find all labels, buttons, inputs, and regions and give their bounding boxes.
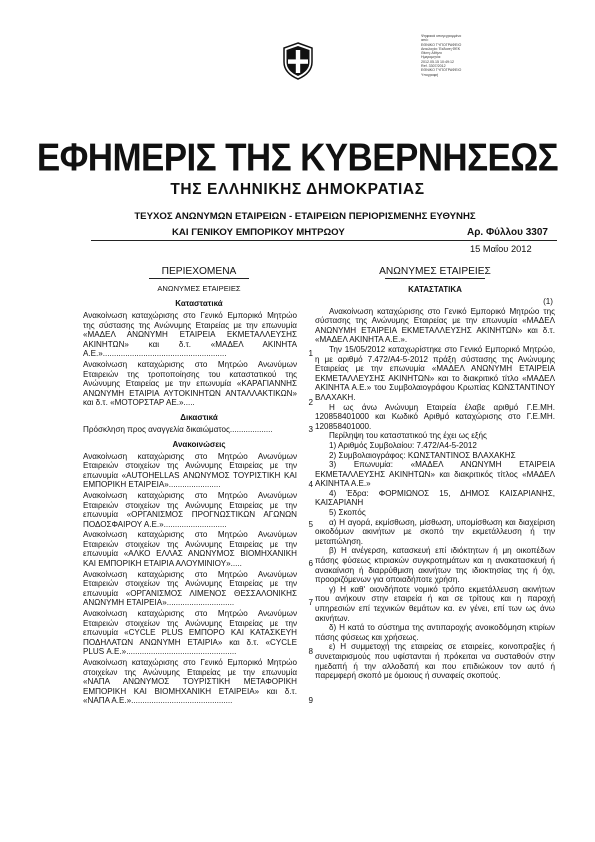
article-number: (1)	[543, 297, 553, 306]
article-paragraph: γ) Η καθ' οιονδήποτε νομικό τρόπο εκμετάλλευση ακινήτων που ανήκουν στην εταιρεία ή και σε τρίτους και η παροχή υπηρεσιών επί τεχνικών θεμάτων κα. εν γένει, επί των ως άνω ακινήτων.	[315, 584, 555, 623]
category-announcements: Ανακοινώσεις	[172, 439, 226, 449]
entry-text: Ανακοίνωση καταχώρισης στο Μητρώο Ανωνύμων Εταιρειών στοιχείων της Ανώνυμης Εταιρείας με την επωνυμία «CYCLE PLUS ΕΜΠΟΡΟ ΚΑΙ ΚΑΤΑΣΚΕΥΗ ΠΟΔΗΛΑΤΩΝ ΑΝΩΝΥΜΗ ΕΤΑΙΡΙΑ» και δ.τ. «CYCLE PLUS Α.Ε.».................................................	[83, 609, 297, 657]
gazette-subhead: ΤΗΣ ΕΛΛΗΝΙΚΗΣ ΔΗΜΟΚΡΑΤΙΑΣ	[170, 181, 425, 198]
entry-page: 4	[308, 480, 313, 490]
stamp-line: 2012.05.15 10:49:12	[421, 59, 454, 64]
article-paragraph: Την 15/05/2012 καταχωρίστηκε στο Γενικό Εμπορικό Μητρώο, η με αριθμό 7.472/Α4-5-2012 πράξη σύστασης της Ανώνυμης Εταιρείας με την επωνυμία «ΜΑΔΕΛ ΑΝΩΝΥΜΗ ΕΤΑΙΡΕΙΑ ΕΚΜΕΤΑΛΛΕΥΣΗΣ ΑΚΙΝΗΤΩΝ» και το διακριτικό τίτλο «ΜΑΔΕΛ ΑΚΙΝΗΤΑ Α.Ε.» του Συμβολαιογράφου Κρωπίας ΚΩΝΣΤΑΝΤΙΝΟΥ ΒΛΑΧΑΚΗ.	[315, 344, 555, 402]
stamp-line: Υπογραφή	[421, 72, 439, 77]
article-title: Ανακοίνωση καταχώρισης στο Γενικό Εμπορικό Μητρώο της σύστασης της Ανώνυμης Εταιρείας με την επωνυμία «ΜΑΔΕΛ ΑΝΩΝΥΜΗ ΕΤΑΙΡΕΙΑ ΕΚΜΕΤΑΛΛΕΥΣΗΣ ΑΚΙΝΗΤΩΝ» και δ.τ. «ΜΑΔΕΛ ΑΚΙΝΗΤΑ Α.Ε.».	[315, 306, 555, 345]
article-heading: ΑΝΩΝΥΜΕΣ ΕΤΑΙΡΕΙΕΣ	[379, 266, 491, 277]
article-paragraph: 4) Έδρα: ΦΟΡΜΙΩΝΟΣ 15, ΔΗΜΟΣ ΚΑΙΣΑΡΙΑΝΗΣ, ΚΑΙΣΑΡΙΑΝΗ	[315, 488, 555, 508]
article-paragraph: α) Η αγορά, εκμίσθωση, μίσθωση, υπομίσθωση και διαχείριση οικοδόμων ακινήτων με σκοπό την εκμετάλλευση ή την μεταπώληση.	[315, 517, 555, 546]
contents-heading: ΠΕΡΙΕΧΟΜΕΝΑ	[161, 266, 237, 277]
stamp-line: από:	[421, 38, 429, 43]
sheet-number: Αρ. Φύλλου 3307	[467, 227, 548, 238]
entry-text: Ανακοίνωση καταχώρισης στο Μητρώο Ανωνύμων Εταιρειών στοιχείων της Ανώνυμης Εταιρείας με την επωνυμία «ΟΡΓΑΝΙΣΜΟΣ ΠΡΟΓΝΩΣΤΙΚΩΝ ΑΓΩΝΩΝ ΠΟΔΟΣΦΑΙΡΟΥ Α.Ε.»............................	[83, 490, 297, 529]
entry-text: Ανακοίνωση καταχώρισης στο Μητρώο Ανωνύμων Εταιρειών της τροποποίησης του καταστατικού της Ανώνυμης Εταιρείας με την επωνυμία «ΚΑΡΑΓΙΑΝΝΗΣ ΑΝΩΝΥΜΗ ΕΤΑΙΡΙΑ ΑΥΤΟΚΙΝΗΤΩΝ ΑΝΤΑΛΛΑΚΤΙΚΩΝ» και δ.τ. «ΜΟΤΟΡΣΤΑΡ ΑΕ.».....	[83, 359, 297, 408]
stamp-line: Θέση: Αθήνα	[421, 51, 442, 56]
contents-section-title: ΑΝΩΝΥΜΕΣ ΕΤΑΙΡΕΙΕΣ	[157, 284, 241, 293]
stamp-line: ΕΘΝΙΚΟ ΤΥΠΟΓΡΑΦΕΙΟ	[421, 68, 462, 73]
entry-page: 3	[308, 424, 313, 434]
contents-column	[83, 266, 315, 707]
contents-entry[interactable]	[83, 658, 315, 706]
header-divider	[91, 240, 557, 241]
stamp-line: ΕΘΝΙΚΟ ΤΥΠΟΓΡΑΦΕΙΟ	[421, 42, 462, 47]
contents-entry[interactable]	[83, 452, 315, 490]
contents-entry[interactable]	[83, 360, 315, 408]
contents-entry[interactable]	[83, 311, 315, 359]
article-paragraph: Περίληψη του καταστατικού της έχει ως εξής	[329, 431, 487, 441]
article-subheading: ΚΑΤΑΣΤΑΤΙΚΑ	[408, 285, 462, 294]
article-paragraph: ε) Η συμμετοχή της εταιρείας σε εταιρείες, κοινοπραξίες ή συνεταιρισμούς που υφίστανται ή πρόκειται να συσταθούν στην ημεδαπή ή την αλλοδαπή και που επιδιώκουν τον αυτό ή παρεμφερή σκοπό με όμοιους ή συναφείς σκοπούς.	[315, 642, 555, 681]
contents-heading-rule	[149, 278, 249, 279]
digital-signature-stamp	[421, 34, 481, 77]
article-paragraph: 2) Συμβολαιογράφος: ΚΩΝΣΤΑΝΤΙΝΟΣ ΒΛΑΧΑΚΗΣ	[329, 450, 516, 460]
issue-registry: ΚΑΙ ΓΕΝΙΚΟΥ ΕΜΠΟΡΙΚΟΥ ΜΗΤΡΩΟΥ	[172, 227, 345, 238]
contents-entry[interactable]	[83, 491, 315, 529]
entry-page: 6	[308, 559, 313, 569]
entry-text: Ανακοίνωση καταχώρισης στο Μητρώο Ανωνύμων Εταιρειών στοιχείων της Ανώνυμης Εταιρείας με την επωνυμία «AUTOHELLAS ΑΝΩΝΥΜΟΣ ΤΟΥΡΙΣΤΙΚΗ ΚΑΙ ΕΜΠΟΡΙΚΗ ΕΤΑΙΡΕΙΑ».......................	[83, 451, 297, 490]
entry-page: 2	[308, 398, 313, 408]
article-paragraph: 5) Σκοπός	[329, 508, 366, 518]
contents-entry[interactable]	[83, 530, 315, 568]
entry-text: Ανακοίνωση καταχώρισης στο Μητρώο Ανωνύμων Εταιρειών στοιχείων της Ανώνυμης Εταιρείας με την επωνυμία «ΟΡΓΑΝΙΣΜΟΣ ΛΙΜΕΝΟΣ ΘΕΣΣΑΛΟΝΙΚΗΣ ΑΝΩΝΥΜΗ ΕΤΑΙΡΕΙΑ»..............................	[83, 569, 297, 608]
greek-coat-of-arms-icon	[279, 42, 317, 80]
contents-entry[interactable]	[83, 609, 315, 657]
entry-page: 8	[308, 647, 313, 657]
category-judicial: Δικαστικά	[180, 412, 218, 422]
article-paragraph: Η ως άνω Ανώνυμη Εταιρεία έλαβε αριθμό Γ.Ε.ΜΗ. 120858401000 και Κωδικό Αριθμό καταχώρισης στο Γ.Ε.ΜΗ. 120858401000.	[315, 402, 555, 431]
stamp-line: Ημερομηνία:	[421, 55, 442, 60]
entry-page: 7	[308, 598, 313, 608]
article-paragraph: 1) Αριθμός Συμβολαίου: 7.472/Α4-5-2012	[329, 440, 477, 450]
entry-page: 9	[308, 696, 313, 706]
contents-entry[interactable]	[83, 570, 315, 608]
issue-series: ΤΕΥΧΟΣ ΑΝΩΝΥΜΩΝ ΕΤΑΙΡΕΙΩΝ - ΕΤΑΙΡΕΙΩΝ ΠΕΡΙΟΡΙΣΜΕΝΗΣ ΕΥΘΥΝΗΣ	[134, 211, 476, 222]
article-heading-rule	[385, 278, 485, 279]
article-paragraph: β) Η ανέγερση, κατασκευή επί ιδιόκτητων ή μη οικοπέδων πάσης φύσεως κτιριακών συγκροτημάτων και η ανακατασκευή ή ανακαίνιση ή διαρρύθμιση ακινήτων της ιδιοκτησίας της ή όχι, προοριζόμενων για οποιαδήποτε χρήση.	[315, 546, 555, 585]
stamp-line: Ref. 3307/2012	[421, 64, 446, 69]
entry-text: Ανακοίνωση καταχώρισης στο Μητρώο Ανωνύμων Εταιρειών στοιχείων της Ανώνυμης Εταιρείας με την επωνυμία «ΑΛΚΟ ΕΛΛΑΣ ΑΝΩΝΥΜΟΣ ΒΙΟΜΗΧΑΝΙΚΗ ΚΑΙ ΕΜΠΟΡΙΚΗ ΕΤΑΙΡΙΑ ΑΛΟΥΜΙΝΙΟΥ».....	[83, 530, 297, 569]
gazette-masthead: ΕΦΗΜΕΡΙΣ ΤΗΣ ΚΥΒΕΡΝΗΣΕΩΣ	[36, 135, 559, 180]
entry-text: Πρόσκληση προς αναγγελία δικαιώματος...................	[83, 424, 273, 434]
entry-page: 5	[308, 519, 313, 529]
stamp-line: Αιτιολογία: Έκδοση ΦΕΚ	[421, 46, 461, 51]
entry-text: Ανακοίνωση καταχώρισης στο Γενικό Εμπορικό Μητρώο της σύστασης της Ανώνυμης Εταιρείας με την επωνυμία «ΜΑΔΕΛ ΑΝΩΝΥΜΗ ΕΤΑΙΡΕΙΑ ΕΚΜΕΤΑΛΛΕΥΣΗΣ ΑΚΙΝΗΤΩΝ» και δ.τ. «ΜΑΔΕΛ ΑΚΙΝΗΤΑ Α.Ε.».......................................................	[83, 311, 297, 359]
issue-date: 15 Μαΐου 2012	[470, 244, 532, 254]
article-column	[315, 266, 555, 681]
entry-text: Ανακοίνωση καταχώρισης στο Γενικό Εμπορικό Μητρώο στοιχείων της Ανώνυμης Εταιρείας με την επωνυμία «ΝΑΠΑ ΑΝΩΝΥΜΟΣ ΤΟΥΡΙΣΤΙΚΗ ΜΕΤΑΦΟΡΙΚΗ ΕΜΠΟΡΙΚΗ ΚΑΙ ΒΙΟΜΗΧΑΝΙΚΗ ΕΤΑΙΡΕΙΑ» και δ.τ. «ΝΑΠΑ Α.Ε.».............................................	[83, 658, 297, 706]
category-statutes: Καταστατικά	[175, 299, 223, 308]
entry-page: 1	[308, 349, 313, 359]
contents-entry[interactable]	[83, 425, 315, 435]
article-paragraph: 3) Επωνυμία: «ΜΑΔΕΛ ΑΝΩΝΥΜΗ ΕΤΑΙΡΕΙΑ ΕΚΜΕΤΑΛΛΕΥΣΗΣ ΑΚΙΝΗΤΩΝ» και διακριτικός τίτλος «ΜΑΔΕΛ ΑΚΙΝΗΤΑ Α.Ε.»	[315, 460, 555, 489]
stamp-line: Ψηφιακά υπογεγραμμένο	[421, 34, 462, 38]
article-paragraph: δ) Η κατά το σύστημα της αντιπαροχής ανοικοδόμηση κτιρίων πάσης φύσεως και χρήσεως.	[315, 623, 555, 642]
